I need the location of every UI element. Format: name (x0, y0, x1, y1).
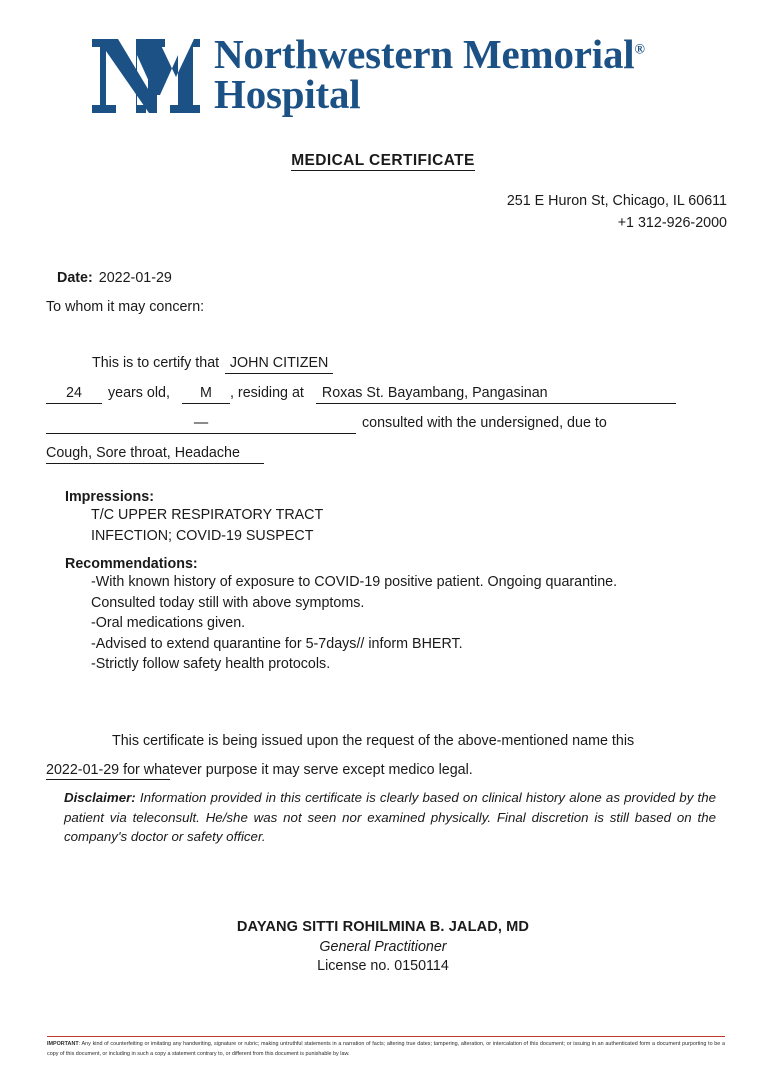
issuance-line1: This certificate is being issued upon the request of the above-mentioned name this (112, 733, 635, 749)
address-phone: +1 312-926-2000 (617, 215, 727, 232)
consult-line (46, 408, 720, 438)
impressions-lines (65, 505, 323, 547)
patient-address-field: Roxas St. Bayambang, Pangasinan (316, 384, 676, 404)
hospital-name (214, 31, 645, 117)
footer-text: : Any kind of counterfeiting or imitating any handwriting, signature or rubric; making untruthful statements in a narration of facts; altering true dates; tampering, alteration, or intercalation of this document; or issuing in an authenticated form a document purporting to be a copy of this document, or including in such a copy a statement contrary to, or different from this document is punishable by law. (47, 1041, 725, 1057)
page-title-text: MEDICAL CERTIFICATE (291, 152, 475, 169)
recommendation-line: -Strictly follow safety health protocols. (91, 656, 331, 672)
page-title (0, 152, 766, 170)
footer-notice (47, 1040, 725, 1059)
address-street: 251 E Huron St, Chicago, IL 60611 (506, 193, 727, 209)
hospital-address (507, 190, 727, 234)
patient-age-field: 24 (46, 384, 102, 404)
recommendations-lines (65, 572, 617, 675)
recommendation-line: -Advised to extend quarantine for 5-7days// inform BHERT. (91, 635, 463, 652)
registered-mark: ® (634, 42, 645, 58)
issuance-date-field: 2022-01-29 for wha (46, 762, 170, 778)
patient-sex-field: M (182, 384, 230, 404)
footer-divider (47, 1036, 725, 1037)
complaints-field: Cough, Sore throat, Headache (46, 444, 264, 464)
age-sex-address-line (46, 378, 720, 408)
certification-body (46, 348, 720, 468)
patient-name-field: JOHN CITIZEN (225, 354, 333, 374)
date-label: Date: (57, 270, 93, 286)
recommendations-heading: Recommendations: (65, 556, 198, 572)
residing-label: , residing at (229, 385, 304, 401)
recommendations-section (65, 556, 617, 675)
disclaimer-text: Information provided in this certificate is clearly based on clinical history alone as provided by the patient via teleconsult. He/she was not seen nor examined physically. Final discretion is still based on the company's doctor or safety officer. (64, 790, 716, 844)
consult-text: consulted with the undersigned, due to (362, 415, 607, 431)
date-row (57, 270, 172, 286)
complaints-line (46, 438, 720, 468)
hospital-name-line2: Hospital (214, 70, 361, 117)
recommendation-line: -Oral medications given. (91, 615, 246, 631)
signature-block (0, 918, 766, 977)
certify-lead: This is to certify that (92, 355, 220, 371)
doctor-license: License no. 0150114 (317, 958, 449, 974)
age-suffix-label: years old, (108, 385, 170, 401)
recommendation-line: Consulted today still with above symptoms. (91, 594, 365, 611)
issuance-rest: tever purpose it may serve except medico legal. (170, 762, 473, 778)
footer-label: IMPORTANT (47, 1041, 79, 1047)
certify-line (46, 348, 720, 378)
doctor-role: General Practitioner (319, 938, 447, 955)
doctor-name: DAYANG SITTI ROHILMINA B. JALAD, MD (236, 919, 530, 935)
impressions-line: T/C UPPER RESPIRATORY TRACT (91, 507, 324, 523)
date-value: 2022-01-29 (98, 270, 172, 286)
disclaimer-label: Disclaimer: (64, 790, 136, 805)
hospital-logo (88, 33, 645, 119)
impressions-section (65, 489, 323, 547)
issuance-statement (46, 727, 716, 785)
impressions-line: INFECTION; COVID-19 SUSPECT (91, 528, 314, 544)
issuance-line2 (46, 756, 716, 785)
disclaimer (64, 788, 716, 847)
blank-field: — (46, 414, 356, 434)
nm-monogram-icon (88, 33, 200, 119)
recommendation-line: -With known history of exposure to COVID-19 positive patient. Ongoing quarantine. (91, 574, 618, 590)
salutation: To whom it may concern: (46, 299, 205, 315)
hospital-name-line1: Northwestern Memorial (214, 31, 635, 77)
impressions-heading: Impressions: (65, 489, 154, 505)
